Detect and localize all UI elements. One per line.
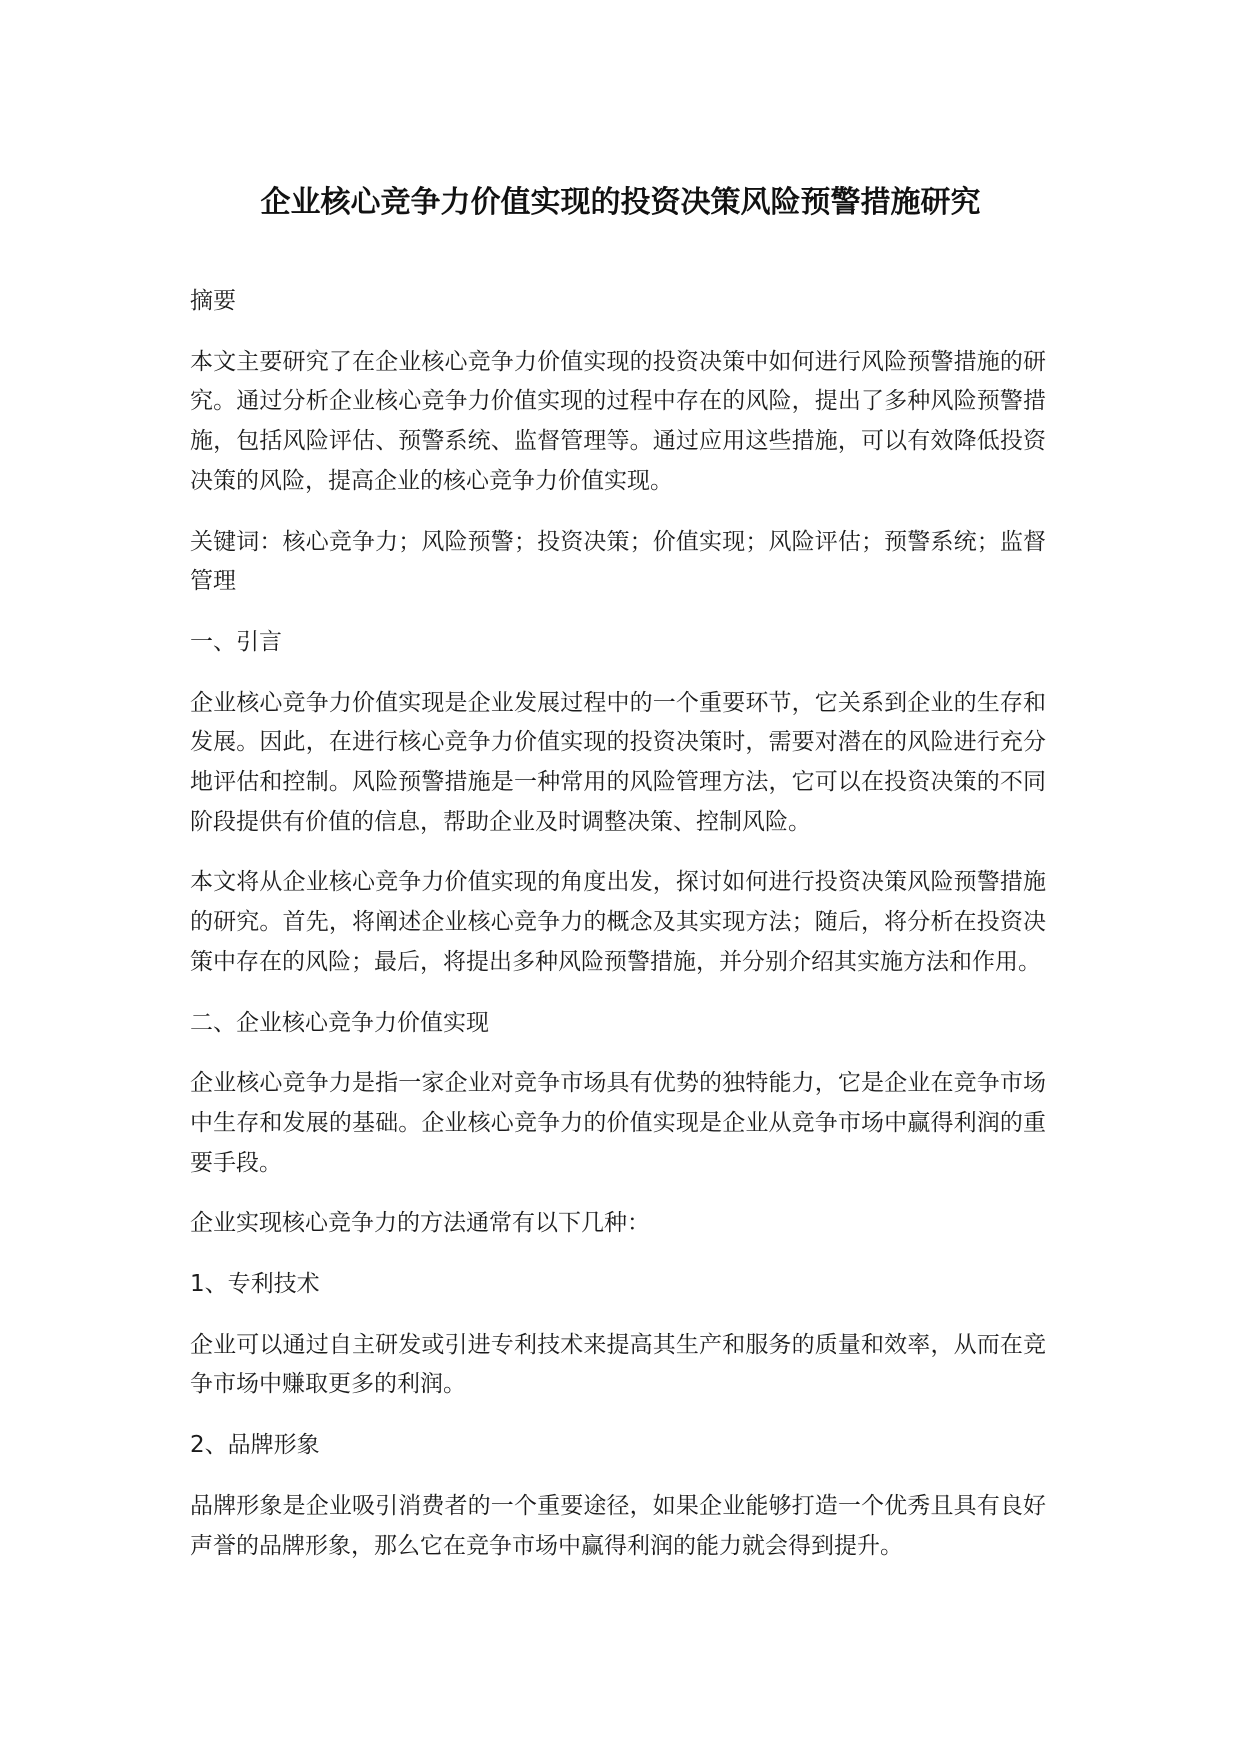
abstract-paragraph: 本文主要研究了在企业核心竞争力价值实现的投资决策中如何进行风险预警措施的研究。通过分析企业核心竞争力价值实现的过程中存在的风险，提出了多种风险预警措施，包括风险评估、预警系统、监督管理等。通过应用这些措施，可以有效降低投资决策的风险，提高企业的核心竞争力价值实现。	[190, 348, 1046, 494]
keywords-paragraph: 关键词：核心竞争力；风险预警；投资决策；价值实现；风险评估；预警系统；监督管理	[190, 528, 1046, 595]
document-body	[190, 282, 1046, 1587]
body-paragraph: 企业核心竞争力是指一家企业对竞争市场具有优势的独特能力，它是企业在竞争市场中生存和发展的基础。企业核心竞争力的价值实现是企业从竞争市场中赢得利润的重要手段。	[190, 1070, 1046, 1176]
subsection-heading-brand: 2、品牌形象	[190, 1432, 320, 1459]
section-heading-core-competence: 二、企业核心竞争力价值实现	[190, 1009, 489, 1036]
body-paragraph: 企业核心竞争力价值实现是企业发展过程中的一个重要环节，它关系到企业的生存和发展。因此，在进行核心竞争力价值实现的投资决策时，需要对潜在的风险进行充分地评估和控制。风险预警措施是一种常用的风险管理方法，它可以在投资决策的不同阶段提供有价值的信息，帮助企业及时调整决策、控制风险。	[190, 689, 1046, 835]
body-paragraph: 企业实现核心竞争力的方法通常有以下几种：	[190, 1210, 650, 1237]
subsection-heading-patent: 1、专利技术	[190, 1271, 320, 1298]
body-paragraph: 本文将从企业核心竞争力价值实现的角度出发，探讨如何进行投资决策风险预警措施的研究。首先，将阐述企业核心竞争力的概念及其实现方法；随后，将分析在投资决策中存在的风险；最后，将提出多种风险预警措施，并分别介绍其实施方法和作用。	[190, 869, 1046, 975]
abstract-heading: 摘要	[190, 288, 236, 314]
body-paragraph: 企业可以通过自主研发或引进专利技术来提高其生产和服务的质量和效率，从而在竞争市场中赚取更多的利润。	[190, 1331, 1046, 1398]
document-title: 企业核心竞争力价值实现的投资决策风险预警措施研究	[260, 185, 981, 220]
section-heading-introduction: 一、引言	[190, 628, 282, 655]
body-paragraph: 品牌形象是企业吸引消费者的一个重要途径，如果企业能够打造一个优秀且具有良好声誉的品牌形象，那么它在竞争市场中赢得利润的能力就会得到提升。	[190, 1492, 1046, 1559]
